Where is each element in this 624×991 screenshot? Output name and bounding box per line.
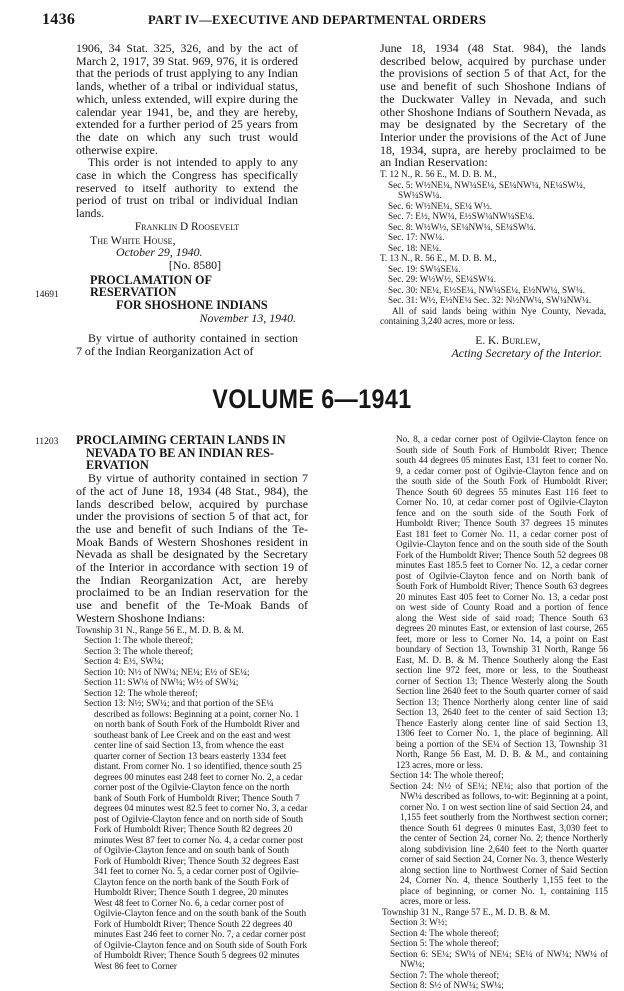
land-line: Section 8: S½ of NW¼; SW¼; (390, 980, 504, 990)
land-line: Section 5: The whole thereof; (390, 938, 500, 948)
margin-number-bottom: 11203 (35, 437, 59, 447)
order-number: [No. 8580] (168, 257, 222, 272)
county-note: All of said lands being within Nye County, Nevada, containing 3,240 acres, more or less. (380, 305, 606, 327)
land-description-list (76, 625, 308, 972)
proclamation-heading-line-1: PROCLAIMING CERTAIN LANDS IN (76, 433, 286, 447)
land-line: T. 13 N., R. 56 E., M. D. B. M., (380, 253, 497, 264)
land-description-list (380, 169, 606, 306)
land-line: Section 1: The whole thereof; (84, 635, 194, 646)
signature-roosevelt: Franklin D Roosevelt (134, 220, 240, 233)
top-right-column (380, 42, 606, 360)
land-line: Sec. 8: W½W½, SE¼NW¼, SE¼SW¼. (388, 221, 536, 232)
top-left-column (76, 42, 298, 358)
land-line: Section 3: W½; (390, 917, 448, 927)
land-description-list (382, 770, 608, 991)
proclamation-date: November 13, 1940. (199, 310, 296, 325)
signing-date: October 29, 1940. (116, 245, 203, 260)
land-line: Sec. 5: W½NE¼, NW¼SE¼, SE¼NW¼, NE¼SW¼, SW¼SW¼. (388, 179, 586, 201)
land-line: Section 10: N½ of NW¼; NE¼; E½ of SE¼; (84, 666, 250, 677)
land-line: Section 14: The whole thereof; (390, 770, 504, 780)
land-line: Sec. 18: NE¼. (388, 242, 442, 253)
land-line: Section 24: N½ of SE¼; NE¼; also that portion of the NW¼ described as follows, to-wit: Beginning at a point, corner No. 1 on west section line of said Section 24, and 1,155 feet southerly from the Northwest section corner; thence South 61 degrees 0 minutes East, 3,030 feet to the center of Section 24, corner No. 2; thence Northerly along subdivision line 2,640 feet to the North quarter corner of said Section 24, Corner No. 3, thence Westerly along section line to Northwest Corner of Said Section 24, Corner No. 4, thence Southerly 1,155 feet to the place of beginning, or corner No. 1, containing 115 acres, more or less. (390, 780, 608, 906)
land-line: Township 31 N., Range 57 E., M. D. B. & M. (382, 906, 550, 917)
land-line: Section 3: The whole thereof; (84, 645, 194, 656)
trust-order-paragraph: 1906, 34 Stat. 325, 326, and by the act of March 2, 1917, 39 Stat. 969, 976, it is ordered that the periods of trust applying to any Indian lands, whether of a tribal or individual status, which, unless extended, will expire during the calendar year 1941, be, and they are hereby, extended for a further period of 25 years from the date on which any such trust would otherwise expire. (76, 41, 298, 157)
land-line: Sec. 7: E½, NW¼, E½SW¼NW¼SE¼. (388, 211, 535, 222)
proclamation-opening: By virtue of authority contained in section 7 of the Indian Reorganization Act of (76, 331, 298, 359)
volume-heading: VOLUME 6—1941 (212, 384, 412, 414)
land-line: Section 13: N½; SW¼; and that portion of the SE¼ described as follows: Beginning at a point, corner No. 1 on north bank of South Fork of the Humboldt River and southeast bank of Lee Creek and on the east and west center line of said Section 13, from whence the east quarter corner of Section 13 bears easterly 1334 feet distant. From corner No. 1 so identified, thence south 25 degrees 00 minutes east 248 feet to corner No. 2, a cedar corner post of the Ogilvie-Clayton fence on the north bank of South Fork of Humboldt River; Thence South 7 degrees 04 minutes west 82.5 feet to corner No. 3, a cedar post of Ogilvie-Clayton fence and on north side of South Fork of Humboldt River; Thence South 82 degrees 20 minutes West 87 feet to corner No. 4, a cedar corner post of Ogilvie-Clayton fence and on south bank of South Fork of Humboldt River; Thence South 32 degrees East 341 feet to corner No. 5, a cedar corner post of Ogilvie-Clayton fence on the north bank of the South Fork of Humboldt River; Thence South 1 degree, 20 minutes West 48 feet to Corner No. 6, a cedar corner post of Ogilvie-Clayton fence and on the south bank of the South Fork of Humboldt River; Thence South 22 degrees 40 minutes East 246 feet to corner No. 7, a cedar corner post of Ogilvie-Clayton fence and on South side of South Fork of Humboldt River; Thence South 5 degrees 02 minutes West 86 feet to Corner (84, 698, 308, 971)
reservation-paragraph: June 18, 1934 (48 Stat. 984), the lands described below, acquired by purchase under the provisions of section 5 of that Act, for the use and benefit of such Shoshone Indians of the Duckwater Valley in Nevada, and such other Shoshone Indians of Southern Nevada, as may be designated by the Secretary of the Interior under the provisions of the Act of June 18, 1934, supra, are hereby proclaimed to be an Indian Reservation: (380, 41, 606, 170)
land-line: Section 12: The whole thereof; (84, 687, 198, 698)
land-line: Section 7: The whole thereof; (390, 969, 500, 980)
signature-burlew: E. K. Burlew, (475, 334, 541, 347)
signature-title: Acting Secretary of the Interior. (451, 346, 602, 361)
land-line: Sec. 30: NE¼, E½SE¼, NW¼SE¼, E½NW¼, SW¼. (388, 284, 586, 295)
bottom-left-column (76, 434, 308, 971)
proclamation-heading-line-1: PROCLAMATION OF RESERVATION (90, 272, 212, 300)
land-line: Section 6: SE¼; SW¼ of NE¼; SE¼ of NW¼; NW¼ of NW¼; (390, 948, 608, 969)
land-line: Section 11: SW¼ of NW¼; W½ of SW¼; (84, 677, 239, 688)
land-line: Township 31 N., Range 56 E., M. D. B. & M. (76, 624, 244, 635)
page-number: 1436 (42, 11, 76, 28)
land-line: Sec. 31: W½, E½NE¼ Sec. 32: N½NW¼, SW¼NW¼. (388, 295, 592, 306)
margin-number-top: 14691 (35, 290, 59, 300)
land-line: Sec. 29: W½W½, SE¼SW¼. (388, 274, 497, 285)
boundary-description: No. 8, a cedar corner post of Ogilvie-Clayton fence on South side of South Fork of Humboldt River; Thence south 44 degrees 05 minutes East, 131 feet to corner No. 9, a cedar corner post of Ogilvie-Clayton fence and on the south side of the South Fork of Humboldt River; Thence South 60 degrees 55 minutes East 116 feet to Corner No. 10, at cedar corner post of Ogilvie-Clayton fence and on the south side of the South Fork of Humboldt River; Thence South 37 degrees 15 minutes East 181 feet to Corner No. 11, a cedar corner post of Ogilvie-Clayton fence and on the south side of the South Fork of the Humboldt River; Thence South 52 degrees 08 minutes East 185.5 feet to Corner No. 12, a cedar corner post of Ogilvie-Clayton fence and on North bank of South Fork of Humboldt River; Thence South 63 degrees 20 minutes East 405 feet to Corner No. 13, a cedar post on west side of County Road and a portion of fence along the West side of said road; Thence South 63 degrees 20 minutes East, or extension of last course, 265 feet, more or less to Corner No. 14, a point on East boundary of Section 13, Township 31 North, Range 56 East, M. D. B. & M. Thence Southerly along the East section line 972 feet, more or less, to the Southeast corner of Section 13; Thence Westerly along the South Section line 2640 feet to the South quarter corner of said Section 13; Thence Northerly along center line of said Section 13, 2640 feet to the center of said Section 13; Thence Easterly along center line of said Section 13, 1306 feet to Corner No. 1, the place of beginning. All being a portion of the SE¼ of Section 13, Township 31 North, Range 56 East, M. D. B. & M., and containing 123 acres, more or less. (396, 434, 608, 770)
signing-place: The White House, (90, 232, 176, 247)
land-line: T. 12 N., R. 56 E., M. D. B. M., (380, 169, 497, 180)
land-line: Section 4: The whole thereof; (390, 927, 500, 938)
te-moak-paragraph: By virtue of authority contained in section 7 of the act of June 18, 1934 (48 Stat., 984), the lands described below, acquired by purchase under the provisions of section 5 of that act, for the use and benefit of such Indians of the Te-Moak Bands of Western Shoshones resident in Nevada as shall be designated by the Secretary of the Interior in accordance with section 19 of the Indian Reorganization Act, are hereby proclaimed to be an Indian reservation for the use and benefit of the Te-Moak Bands of Western Shoshone Indians: (76, 471, 308, 625)
bottom-right-column (382, 434, 608, 991)
running-title: PART IV—EXECUTIVE AND DEPARTMENTAL ORDERS (148, 13, 487, 27)
land-line: Section 4: E½, SW¼; (84, 656, 164, 667)
land-line: Sec. 17: NW¼. (388, 232, 445, 243)
proclamation-heading-line-3: ERVATION (86, 458, 149, 473)
proclamation-heading-line-2: NEVADA TO BE AN INDIAN RES- (86, 445, 274, 460)
land-line: Sec. 19: SW¼SE¼. (388, 263, 461, 274)
trust-order-exception: This order is not intended to apply to any case in which the Congress has specifically reserved to itself authority to extend the period of trust on tribal or individual Indian lands. (76, 155, 298, 221)
proclamation-heading-line-2: FOR SHOSHONE INDIANS (116, 298, 268, 313)
land-line: Sec. 6: W½NE¼, SE¼ W½. (388, 200, 493, 211)
